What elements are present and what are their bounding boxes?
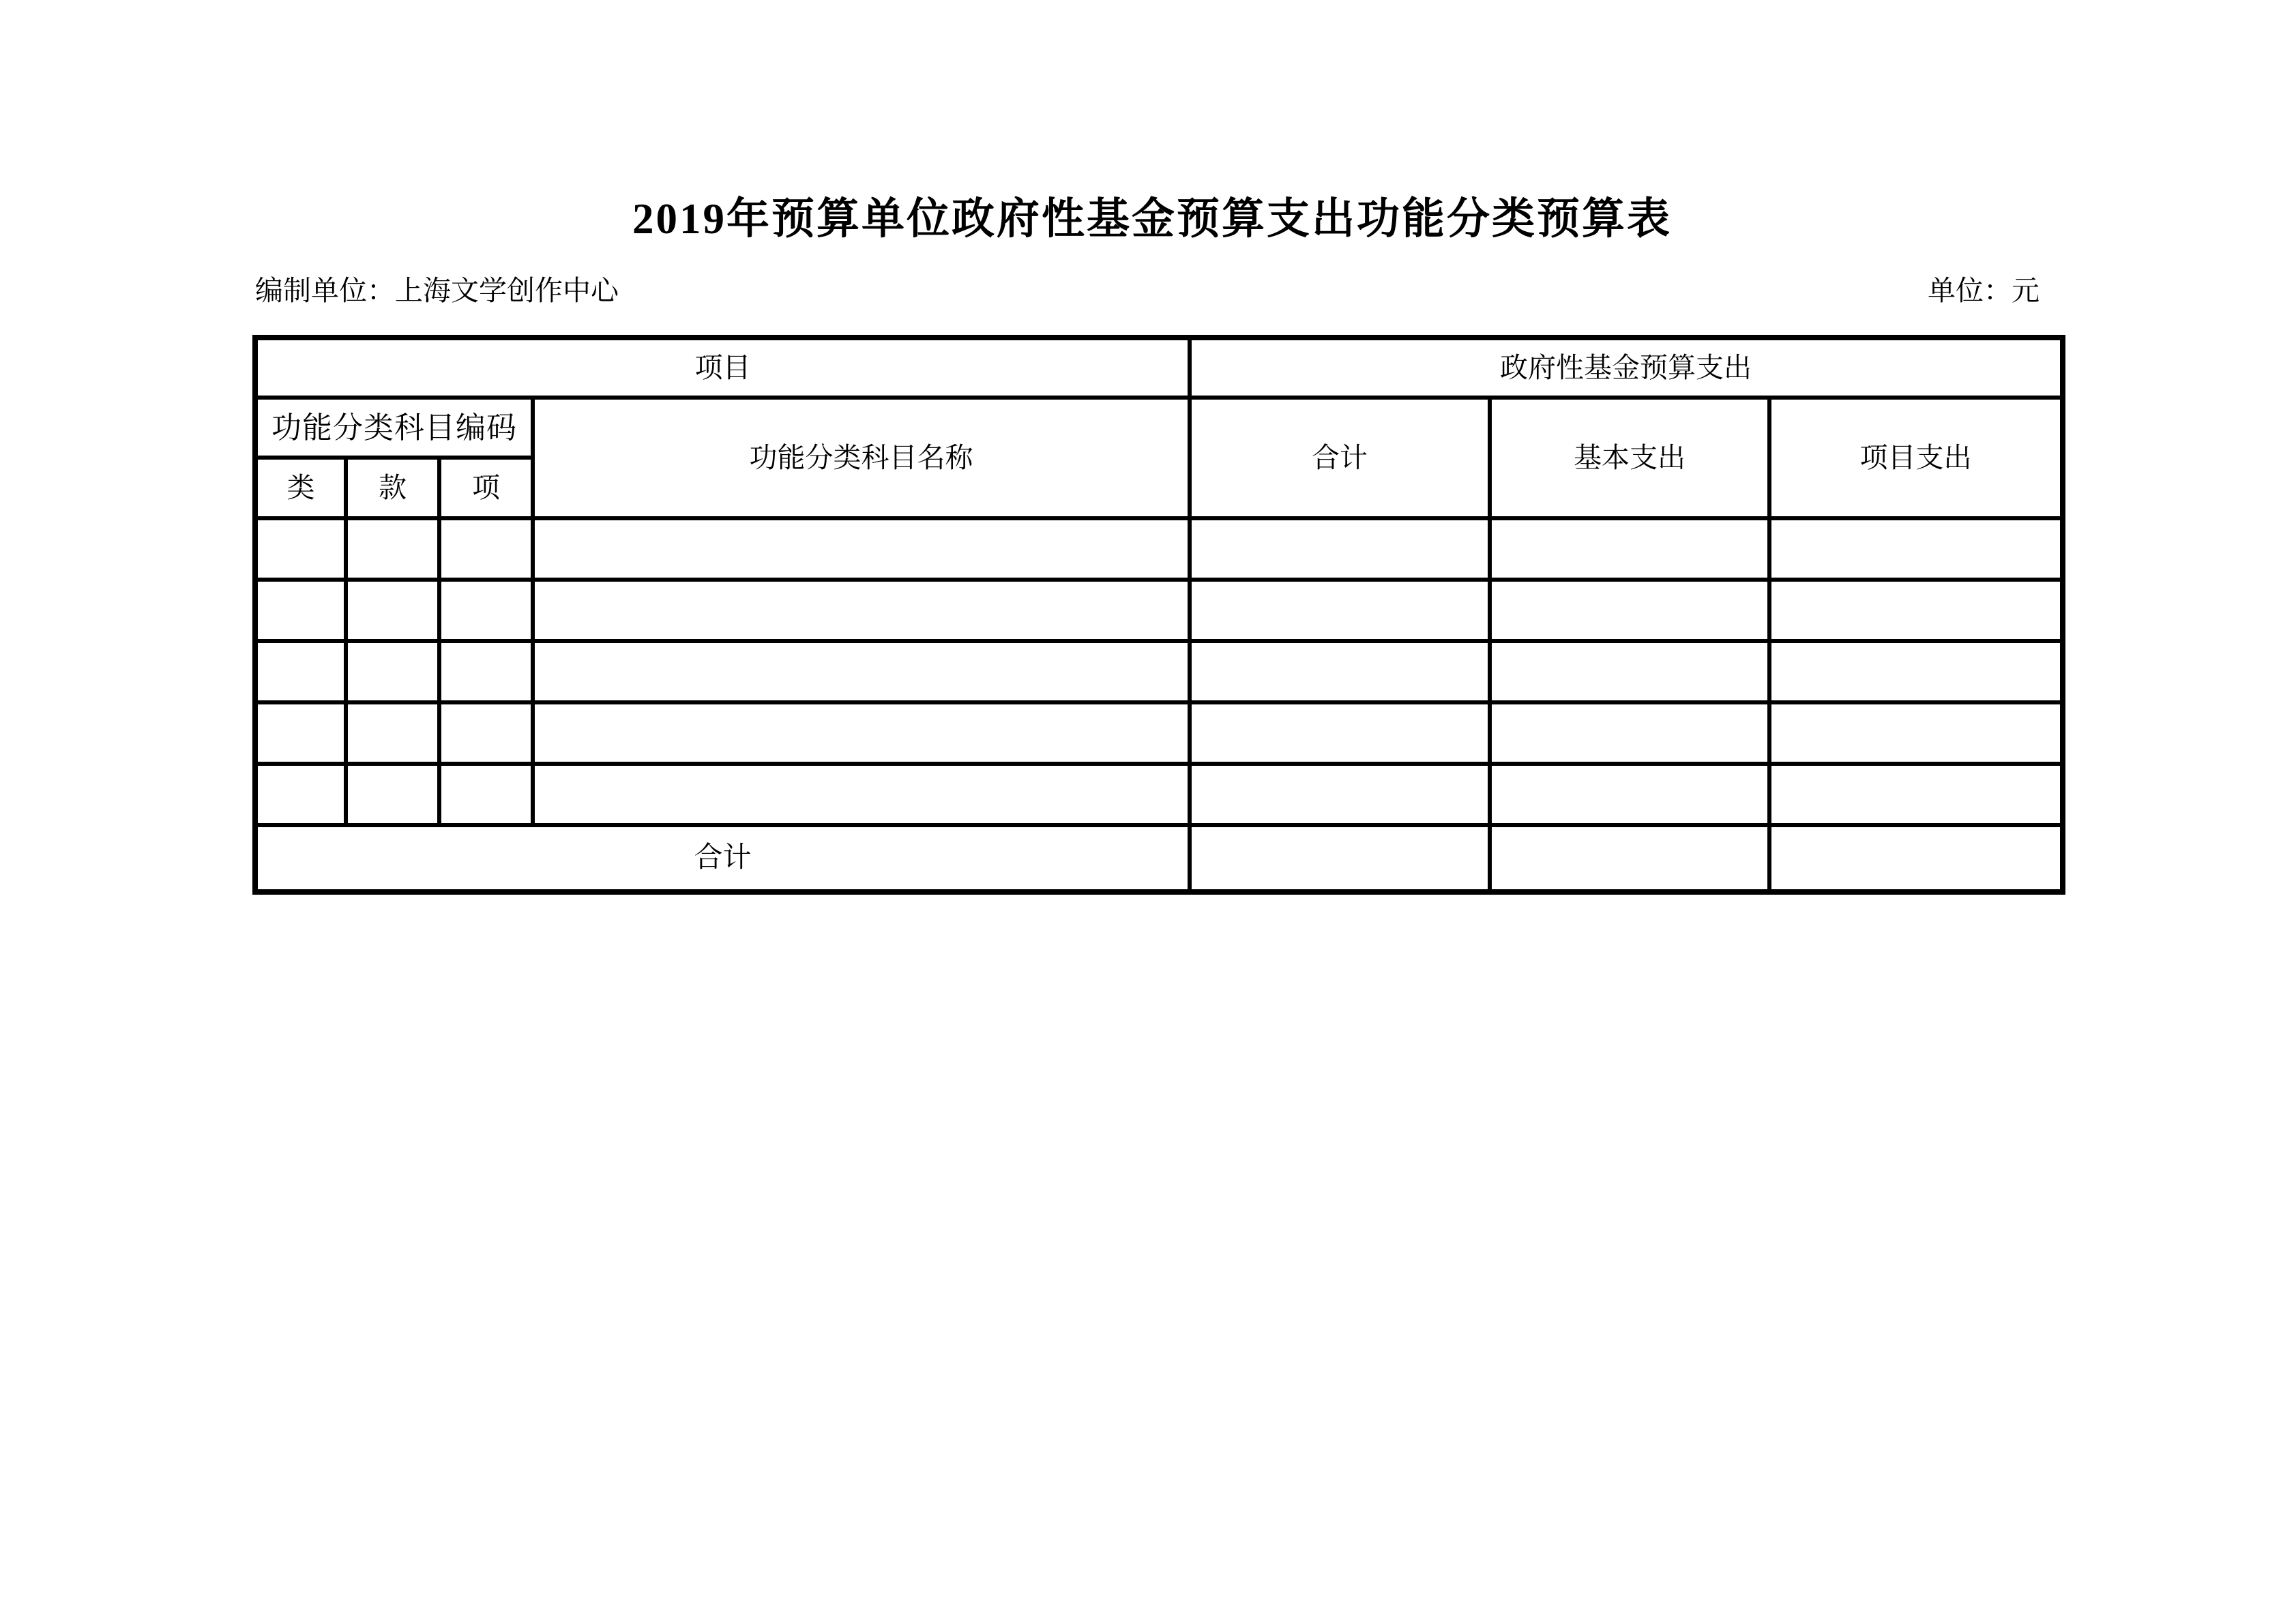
cell-section	[346, 580, 439, 641]
cell-item	[439, 702, 533, 764]
footer-project-value	[1769, 825, 2063, 892]
cell-name	[533, 518, 1190, 580]
cell-basic	[1490, 702, 1769, 764]
cell-basic	[1490, 518, 1769, 580]
table-row	[255, 580, 2063, 641]
footer-basic-value	[1490, 825, 1769, 892]
cell-name	[533, 580, 1190, 641]
cell-total	[1190, 518, 1490, 580]
table-row	[255, 518, 2063, 580]
cell-project	[1769, 641, 2063, 702]
cell-project	[1769, 518, 2063, 580]
table-row	[255, 764, 2063, 825]
header-col-project: 项目支出	[1769, 398, 2063, 518]
cell-name	[533, 702, 1190, 764]
prepared-by-label: 编制单位：上海文学创作中心	[255, 275, 619, 306]
cell-class	[255, 764, 346, 825]
cell-section	[346, 702, 439, 764]
cell-project	[1769, 580, 2063, 641]
cell-name	[533, 641, 1190, 702]
header-fund-expenditure-group: 政府性基金预算支出	[1190, 338, 2063, 398]
cell-total	[1190, 702, 1490, 764]
header-col-total: 合计	[1190, 398, 1490, 518]
table-row	[255, 702, 2063, 764]
cell-item	[439, 518, 533, 580]
page-title: 2019年预算单位政府性基金预算支出功能分类预算表	[632, 195, 1672, 243]
cell-project	[1769, 702, 2063, 764]
cell-section	[346, 518, 439, 580]
header-group-row	[255, 338, 2063, 398]
footer-total-label: 合计	[255, 825, 1190, 892]
header-col-section: 款	[346, 458, 439, 518]
unit-label: 单位：元	[1928, 275, 2040, 306]
footer-total-value	[1190, 825, 1490, 892]
budget-table	[252, 335, 2065, 895]
table-row	[255, 641, 2063, 702]
header-col-item: 项	[439, 458, 533, 518]
header-col-class: 类	[255, 458, 346, 518]
header-col-name: 功能分类科目名称	[533, 398, 1190, 518]
header-project-group: 项目	[255, 338, 1190, 398]
cell-class	[255, 518, 346, 580]
cell-total	[1190, 764, 1490, 825]
cell-class	[255, 702, 346, 764]
cell-section	[346, 641, 439, 702]
cell-class	[255, 641, 346, 702]
footer-total-row	[255, 825, 2063, 892]
header-col-basic: 基本支出	[1490, 398, 1769, 518]
meta-row	[244, 274, 2060, 308]
cell-basic	[1490, 764, 1769, 825]
cell-item	[439, 641, 533, 702]
cell-name	[533, 764, 1190, 825]
cell-basic	[1490, 580, 1769, 641]
header-function-code-group: 功能分类科目编码	[255, 398, 533, 458]
cell-basic	[1490, 641, 1769, 702]
cell-total	[1190, 580, 1490, 641]
cell-item	[439, 580, 533, 641]
cell-class	[255, 580, 346, 641]
header-code-row	[255, 398, 2063, 458]
cell-total	[1190, 641, 1490, 702]
cell-project	[1769, 764, 2063, 825]
cell-item	[439, 764, 533, 825]
cell-section	[346, 764, 439, 825]
